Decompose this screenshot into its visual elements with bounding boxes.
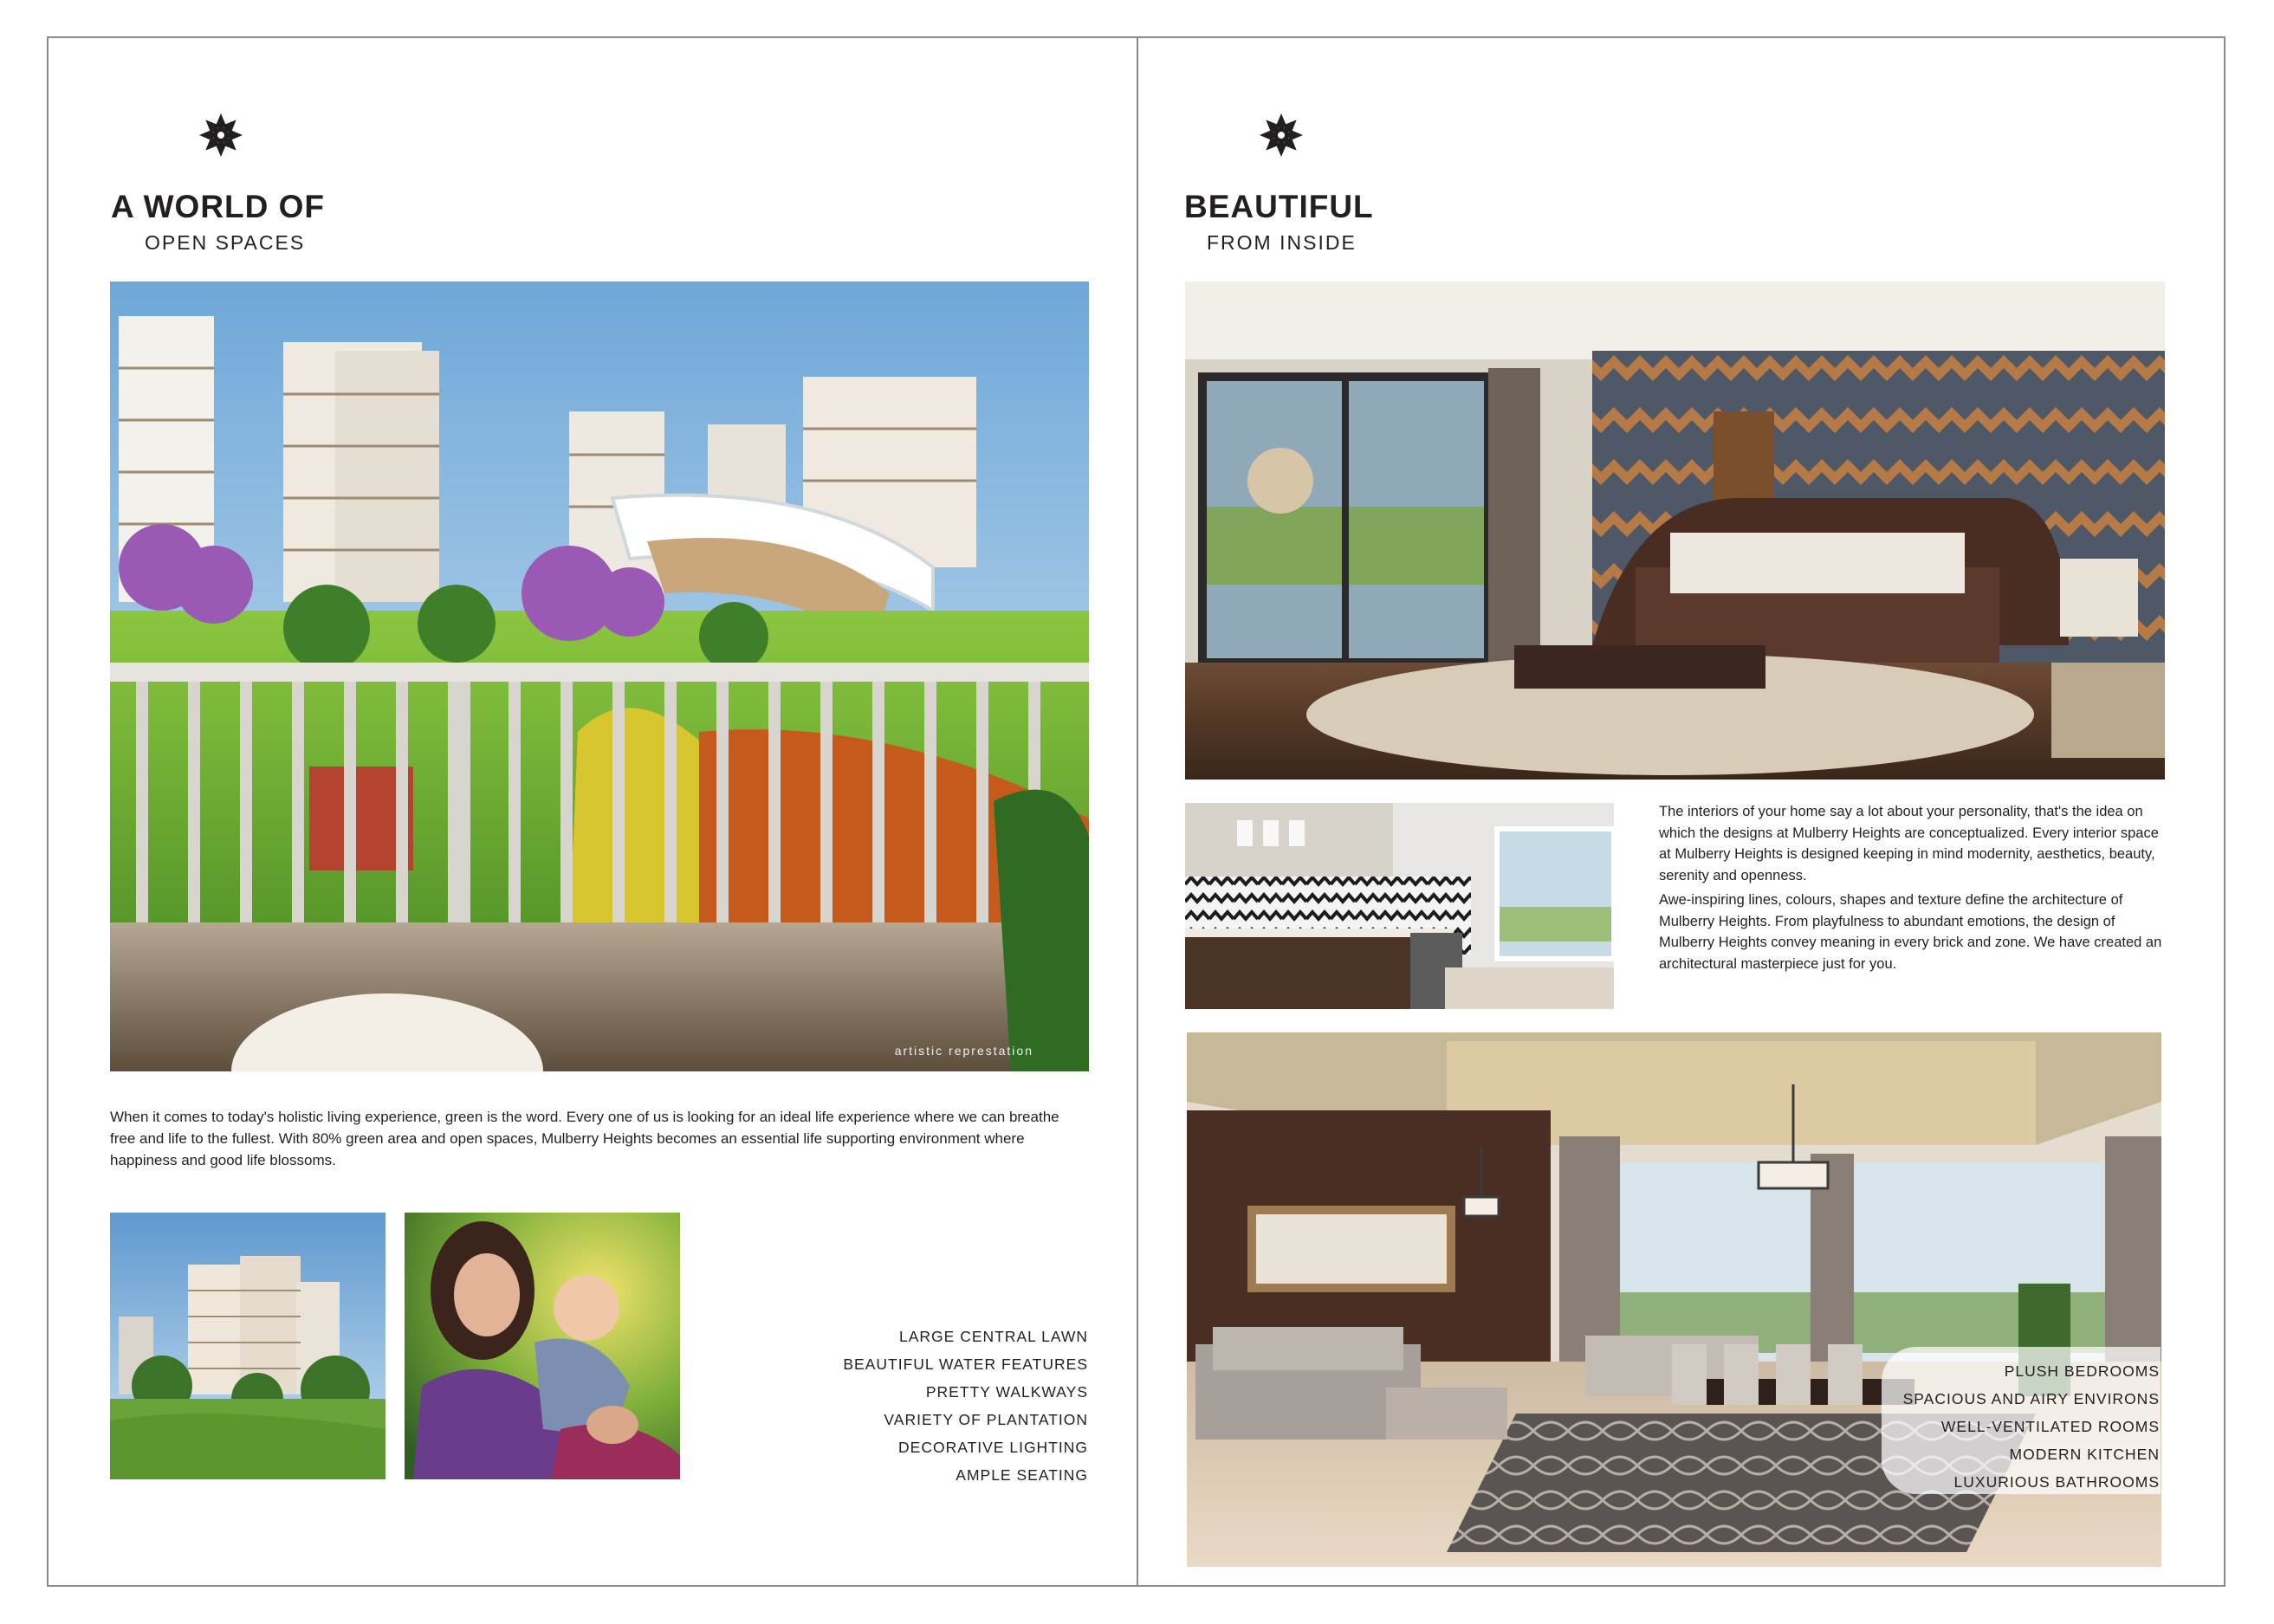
- left-feature-list: [843, 1323, 1088, 1489]
- feature-item: VARIETY OF PLANTATION: [884, 1411, 1088, 1428]
- feature-item: WELL-VENTILATED ROOMS: [1940, 1418, 2160, 1435]
- right-paragraph: Awe-inspiring lines, colours, shapes and texture define the architecture of Mulberry Heights. From playfulness to abundant emotions, the design of Mulberry Heights convey meaning in every brick and zone. We have created an architectural masterpiece just for you.: [1659, 892, 2162, 972]
- feature-item: PLUSH BEDROOMS: [2004, 1362, 2160, 1380]
- feature-item: LARGE CENTRAL LAWN: [899, 1328, 1088, 1345]
- bedroom-image: [1185, 281, 2165, 780]
- left-body-text: When it comes to today's holistic living experience, green is the word. Every one of us is looking for an ideal life experience where we can breathe free and life to the fullest. With 80% green area and open spaces, Mulberry Heights becomes an essential life supporting environment where happiness and good life blossoms.: [110, 1109, 1059, 1168]
- feature-item: LUXURIOUS BATHROOMS: [1953, 1473, 2160, 1491]
- tower-lawn-image: [110, 1213, 385, 1479]
- left-heading: A WORLD OF: [111, 189, 326, 224]
- right-heading: BEAUTIFUL: [1184, 189, 1374, 224]
- left-subheading: OPEN SPACES: [145, 231, 306, 254]
- right-paragraph: The interiors of your home say a lot about your personality, that's the idea on which the designs at Mulberry Heights are conceptualized. Every interior space at Mulberry Heights is designed keeping in mind modernity, aesthetics, beauty, serenity and openness.: [1659, 804, 2159, 883]
- mother-child-image: [405, 1213, 680, 1479]
- kitchen-image: [1185, 803, 1614, 1009]
- feature-item: SPACIOUS AND AIRY ENVIRONS: [1902, 1390, 2160, 1407]
- right-feature-list: [1903, 1357, 2160, 1496]
- flower-logo-icon: [1259, 113, 1304, 158]
- feature-item: MODERN KITCHEN: [2009, 1446, 2160, 1463]
- image-caption: artistic represtation: [894, 1044, 1033, 1058]
- feature-item: AMPLE SEATING: [956, 1466, 1088, 1484]
- page-divider: [1137, 36, 1138, 1587]
- right-body-text: [1659, 801, 2170, 978]
- balcony-garden-view-image: [110, 281, 1089, 1071]
- feature-item: PRETTY WALKWAYS: [925, 1383, 1088, 1401]
- right-subheading: FROM INSIDE: [1207, 231, 1357, 254]
- feature-item: BEAUTIFUL WATER FEATURES: [843, 1355, 1088, 1373]
- feature-item: DECORATIVE LIGHTING: [898, 1439, 1088, 1456]
- flower-logo-icon: [198, 113, 243, 158]
